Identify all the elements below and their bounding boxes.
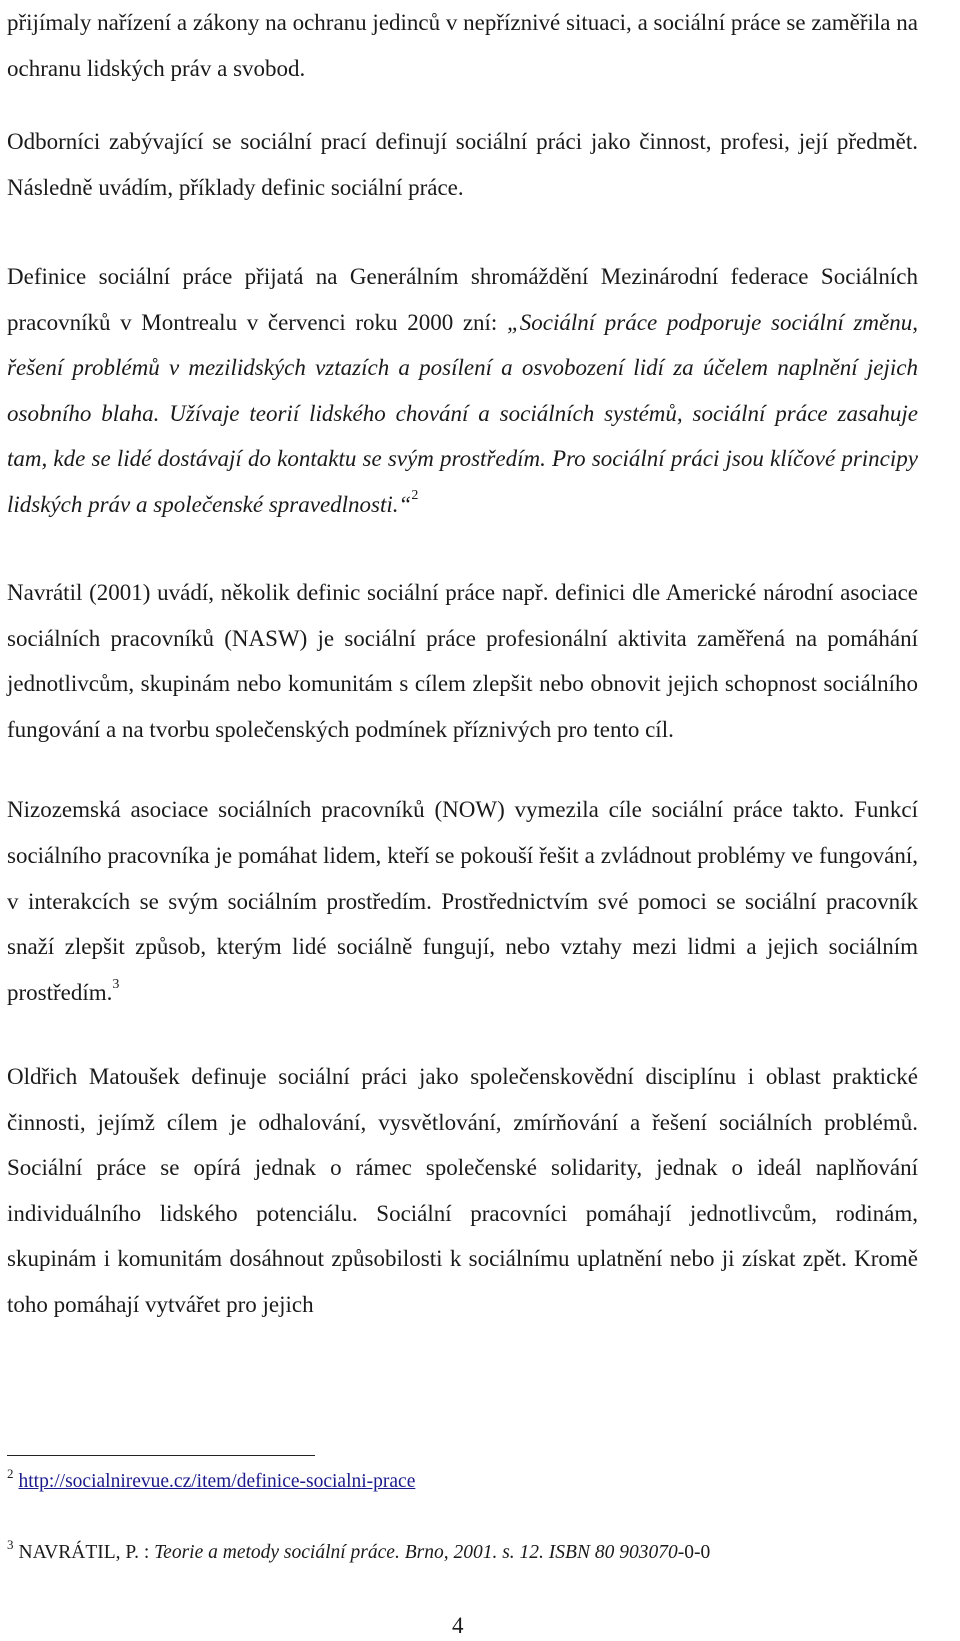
footnote-separator: [7, 1455, 315, 1456]
footnote-2: [7, 1466, 416, 1495]
paragraph-definitions-intro: Odborníci zabývající se sociální prací definují sociální práci jako činnost, profesi, její předmět. Následně uvádím, příklady definic sociální práce.: [7, 129, 918, 200]
footnote-3-isbn-tail: -0-0: [677, 1542, 711, 1563]
paragraph-now-definition: [7, 787, 918, 1016]
paragraph-matousek-definition: Oldřich Matoušek definuje sociální práci jako společenskovědní disciplínu i oblast praktické činnosti, jejímž cílem je odhalování, vysvětlování, zmírňování a řešení sociálních problémů. Sociální práce se opírá jednak o rámec společenské solidarity, jednak o ideál naplňování individuálního lidského potenciálu. Sociální pracovníci pomáhají jednotlivcům, rodinám, skupinám i komunitám dosáhnout způsobilosti k sociálnímu uplatnění nebo ji získat zpět. Kromě toho pomáhají vytvářet pro jejich: [7, 1064, 918, 1317]
footnote-ref-3[interactable]: 3: [112, 976, 120, 992]
footnote-ref-2[interactable]: 2: [411, 488, 419, 504]
paragraph-nasw-definition: Navrátil (2001) uvádí, několik definic sociální práce např. definici dle Americké národní asociace sociálních pracovníků (NASW) je sociální práce profesionální aktivita zaměřená na pomáhání jednotlivcům, skupinám nebo komunitám s cílem zlepšit nebo obnovit jejich schopnost sociálního fungování a na tvorbu společenských podmínek příznivých pro tento cíl.: [7, 580, 918, 742]
footnote-2-number: 2: [7, 1466, 14, 1481]
ifsw-intro-text: Definice sociální práce přijatá na Generálním shromáždění Mezinárodní federace Sociálních pracovníků v Montrealu v červenci roku 2000 zní:: [7, 264, 918, 335]
footnote-3-title: Teorie a metody sociální práce. Brno, 2001. s. 12. ISBN 80 903070: [154, 1542, 678, 1563]
document-page: [7, 0, 918, 1640]
paragraph-intro: přijímaly nařízení a zákony na ochranu jedinců v nepříznivé situaci, a sociální práce se zaměřila na ochranu lidských práv a svobod.: [7, 10, 918, 81]
footnote-3-author: NAVRÁTIL, P. :: [18, 1542, 155, 1563]
footnote-2-link[interactable]: http://socialnirevue.cz/item/definice-socialni-prace: [18, 1471, 416, 1492]
ifsw-definition-quote: „Sociální práce podporuje sociální změnu, řešení problémů v mezilidských vztazích a posílení a osvobození lidí za účelem naplnění jejich osobního blaha. Užívaje teorií lidského chování a sociálních systémů, sociální práce zasahuje tam, kde se lidé dostávají do kontaktu se svým prostředím. Pro sociální práci jsou klíčové principy lidských práv a společenské spravedlnosti.“: [7, 309, 919, 517]
now-definition-text: Nizozemská asociace sociálních pracovníků (NOW) vymezila cíle sociální práce takto. Funkcí sociálního pracovníka je pomáhat lidem, kteří se pokouší řešit a zvládnout problémy ve fungování, v interakcích se svým sociálním prostředím. Prostřednictvím své pomoci se sociální pracovník snaží zlepšit způsob, kterým lidé sociálně fungují, nebo vztahy mezi lidmi a jejich sociálním prostředím.: [7, 797, 918, 1006]
footnote-3-number: 3: [7, 1537, 14, 1552]
page-number: 4: [452, 1613, 464, 1638]
paragraph-ifsw-definition: [7, 254, 918, 528]
footnote-3: [7, 1537, 711, 1566]
